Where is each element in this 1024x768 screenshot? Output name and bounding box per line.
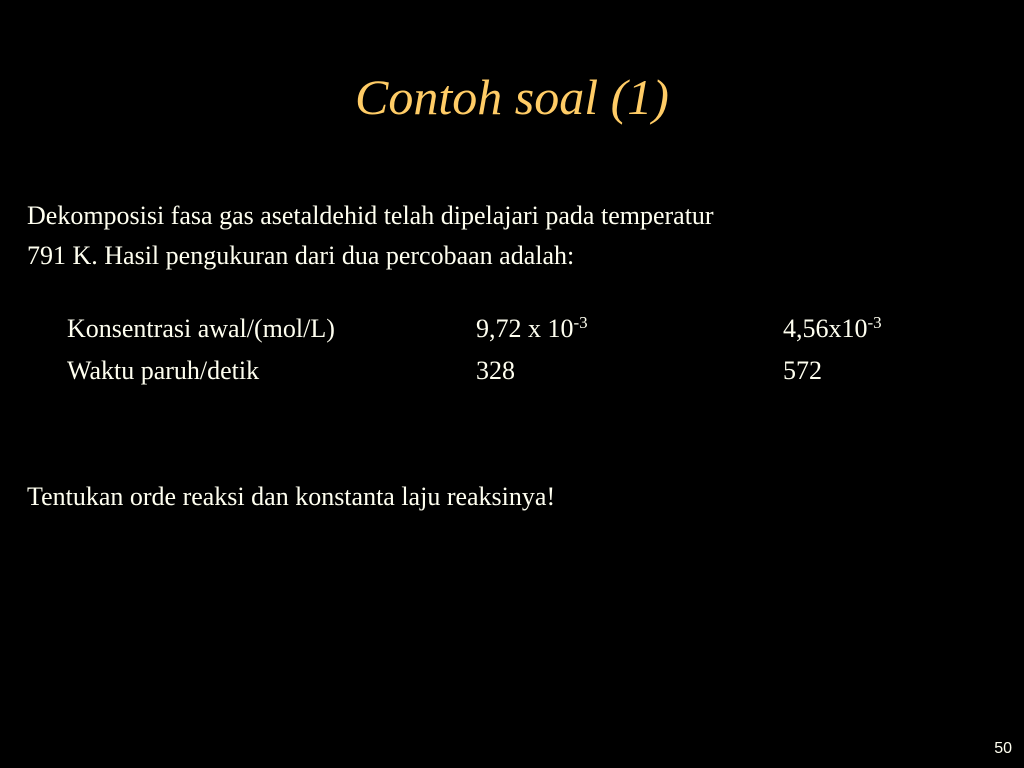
experiment-2-value — [783, 310, 882, 348]
row-label: Waktu paruh/detik — [67, 356, 260, 385]
problem-description — [27, 196, 1007, 276]
value-base: 9,72 x 10 — [476, 314, 574, 343]
question-text: Tentukan orde reaksi dan konstanta laju reaksinya! — [27, 482, 556, 511]
page-number: 50 — [994, 740, 1012, 757]
experiment-2-value: 572 — [783, 356, 822, 385]
problem-description-line-1: Dekomposisi fasa gas asetaldehid telah dipelajari pada temperatur — [27, 201, 714, 230]
problem-description-line-2: 791 K. Hasil pengukuran dari dua percobaan adalah: — [27, 241, 575, 270]
value-exponent: -3 — [867, 313, 882, 332]
value-exponent: -3 — [573, 313, 588, 332]
value-base: 4,56x10 — [783, 314, 868, 343]
experiment-1-value — [476, 310, 588, 348]
row-label: Konsentrasi awal/(mol/L) — [67, 314, 335, 343]
slide-title: Contoh soal (1) — [355, 69, 669, 125]
experiment-1-value: 328 — [476, 356, 515, 385]
